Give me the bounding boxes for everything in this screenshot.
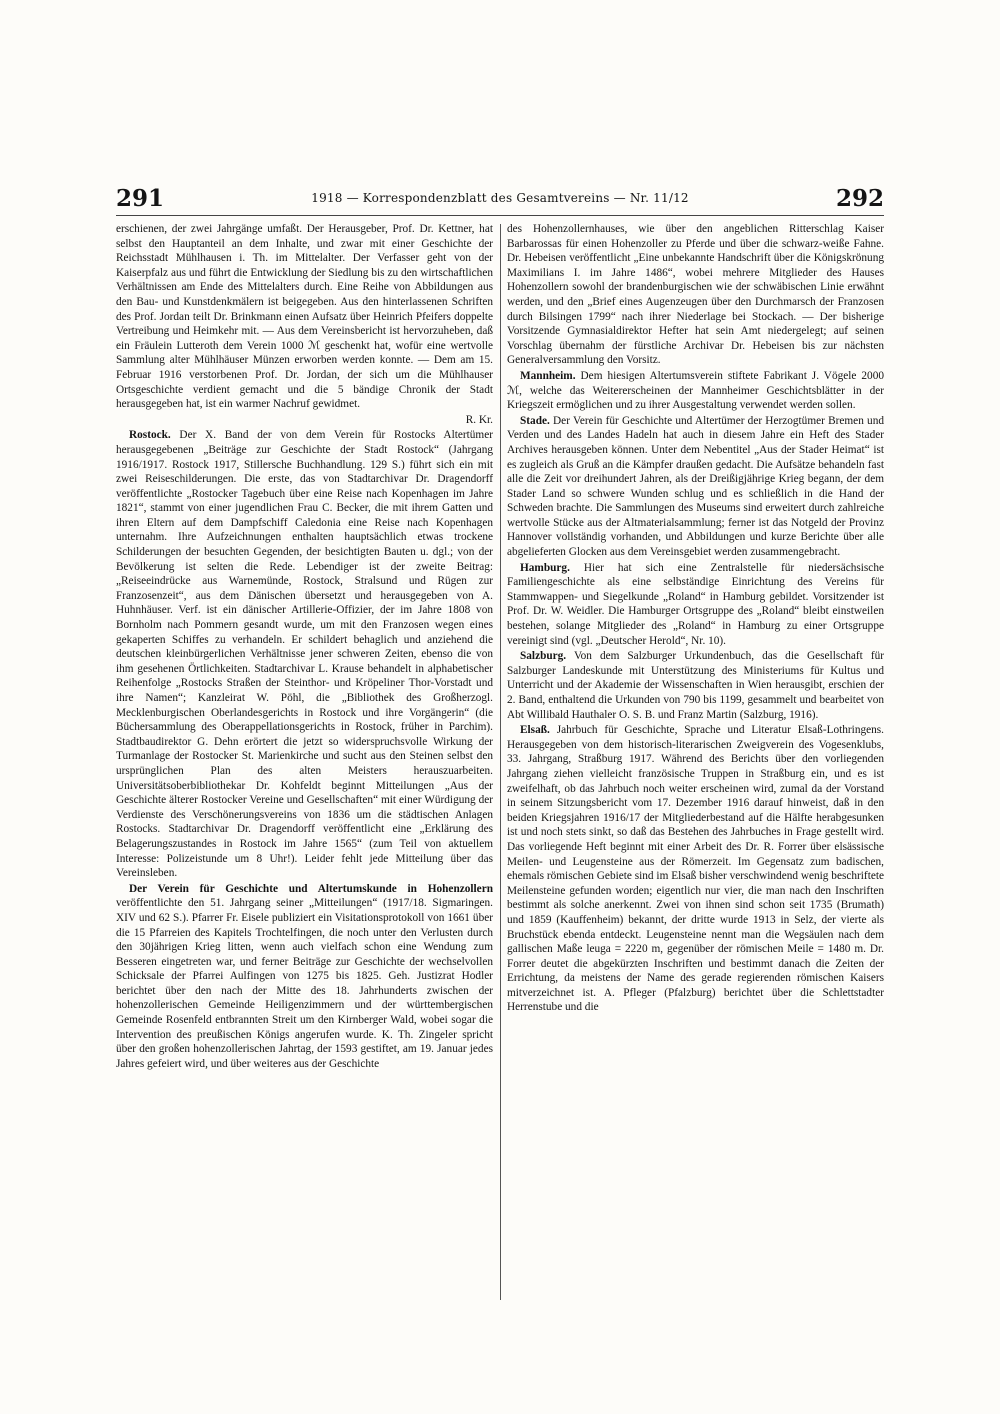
column-divider [500,224,501,1300]
paragraph [116,222,493,412]
paragraph-hamburg [507,561,884,649]
text-columns [116,222,884,1312]
paragraph [507,222,884,368]
header-rule [116,215,884,216]
left-column [116,222,493,1072]
paragraph-text: des Hohenzollernhauses, wie über den angeblichen Ritterschlag Kaiser Barbarossas für einen Hohenzoller zu Pferde und über die schwarz-weiße Fahne. Dr. Hebeisen veröffentlicht „Eine unbekannte Handschrift über die Königskrönung Maximilians I. im Jahre 1486“, wobei mehrere Mitglieder des Hauses Hohenzollern sowohl der brandenburgischen wie der schwäbischen Linie erwähnt werden, und den „Brief eines Augenzeugen über den Durchmarsch der Franzosen durch Bilsingen 1799“ nach ihrer Niederlage bei Stockach. — Der bisherige Vorsitzende Gymnasialdirektor Hefter hat sein Amt niedergelegt; auf seinen Vorschlag übernahm der fürstliche Archivar Dr. Hebeisen bis zur nächsten Generalversammlung den Vorsitz. [507,223,884,367]
paragraph-text: veröffentlichte den 51. Jahrgang seiner „Mitteilungen“ (1917/18. Sigmaringen. XIV und 62 S.). Pfarrer Fr. Eisele publiziert ein Visitationsprotokoll von 1661 über die 15 Pfarreien des Kapitels Trochtelfingen, die noch unter den Verlusten durch den 30jährigen Krieg litten, wenn auch vielfach schon eine Wendung zum Besseren eingetreten war, und ferner Beiträge zur Geschichte der wechselvollen Schicksale der Pfarrei Aulfingen von 1275 bis 1825. Geh. Justizrat Hodler berichtet über den nach der Mitte des 18. Jahrhunderts zwischen der hohenzollerischen Gemeinde Heiligenzimmern und der württembergischen Gemeinde Rosenfeld entbrannten Streit um den Kirnberger Wald, wobei sogar die Intervention des preußischen Königs angerufen wurde. K. Th. Zingeler spricht über den großen hohenzollerischen Jahrtag, der 1593 gestiftet, am 19. Januar jedes Jahres gefeiert wird, und über weiteres aus der Geschichte [116,897,493,1070]
paragraph-elsass [507,723,884,1015]
paragraph-salzburg [507,649,884,722]
paragraph-text: Der Verein für Geschichte und Altertümer der Herzogtümer Bremen und Verden und des Landes Hadeln hat auch in diesem Jahre ein Heft des Stader Archives herausgeben können. Unter dem Nebentitel „Aus der Stader Heimat“ ist es zugleich als Gruß an die Kämpfer draußen gedacht. Die Aufsätze behandeln fast alle die Zeit vor dreihundert Jahren, als der Dreißigjährige Krieg begann, der dem Stader Land so schwere Wunden schlug und es schließlich in die Hand der Schweden brachte. Die Sammlungen des Museums sind erweitert durch zahlreiche wertvolle Stücke aus der Altmaterialsammlung; ferner ist das Notgeld der Provinz Hannover vollständig vorhanden, und Abbildungen und kurze Berichte über alle abgelieferten Glocken aus dem Vereinsgebiet werden zusammengebracht. [507,414,884,559]
page-number-right: 292 [835,185,884,212]
paragraph-text: Dem hiesigen Altertumsverein stiftete Fabrikant J. Vögele 2000 ℳ, welche das Weitererscheinen der Mannheimer Geschichtsblätter in der Kriegszeit ermöglichen und zu ihrer Ausgestaltung verwendet werden sollen. [507,369,884,412]
paragraph-text: Der X. Band der von dem Verein für Rostocks Altertümer herausgegebenen „Beiträge zur Geschichte der Stadt Rostock“ (Jahrgang 1916/1917. Rostock 1917, Stillersche Buchhandlung. 129 S.) führt sich ein mit zwei Reiseschilderungen. Die erste, das von Stadtarchivar Dr. Dragendorff veröffentlichte „Rostocker Tagebuch über eine Reise nach Kopenhagen im Jahre 1821“, stammt von einer jugendlichen Frau C. Becker, die mit ihrem Gatten und ihren Eltern auf dem Dampfschiff Caledonia eine Reise nach Kopenhagen unternahm. Ihre Aufzeichnungen enthalten hauptsächlich etwas trockene Schilderungen der besuchten Gegenden, der besichtigten Bauten u. dgl.; von der Bevölkerung ist selten die Rede. Lebendiger ist der zweite Beitrag: „Reiseeindrücke aus Warnemünde, Rostock, Stralsund und Rügen zur Franzosenzeit“, aus dem Dänischen übersetzt und herausgegeben von A. Huhnhäuser. Verf. ist ein dänischer Artillerie-Offizier, der im Jahre 1808 von Bornholm nach Pommern gesandt wurde, um mit den Franzosen wegen eines gekaperten Schiffes zu verhandeln. Er schildert behaglich und anziehend die deutschen kleinbürgerlichen Verhältnisse jener schweren Zeiten, ebenso die von ihm gesehenen Örtlichkeiten. Stadtarchivar L. Krause behandelt in alphabetischer Reihenfolge „Rostocks Straßen der Steinthor- und Kröpeliner Thor-Vorstadt und ihre Namen“; Kanzleirat W. Pöhl, die „Bibliothek des Großherzogl. Mecklenburgischen Oberlandesgerichts in Rostock und ihre Vorgängerin“ (die Büchersammlung des Oberappellationsgerichts in Rostock, früher in Parchim). Stadtbaudirektor G. Dehn erörtert die jetzt so widerspruchsvolle Wirkung der Turmanlage der Rostocker St. Marienkirche und sucht aus den Steinen selbst den ursprünglichen Plan des alten Meisters herauszuarbeiten. Universitätsoberbibliothekar Dr. Kohfeldt beginnt Mitteilungen „Aus der Geschichte älterer Rostocker Vereine und Gesellschaften“ mit einer Würdigung der Verdienste des Verschönerungsvereins von 1836 um die städtischen Anlagen Rostocks. Stadtarchivar Dr. Dragendorff veröffentlicht eine „Erklärung des Belagerungszustandes in Rostock im Jahre 1565“ (zum Teil von aktuellem Interesse: Polizeistunde um 8 Uhr!). Leider fehlt jede Mitteilung über das Vereinsleben. [116,429,493,880]
paragraph-rostock [116,428,493,880]
right-column [507,222,884,1016]
paragraph-text: erschienen, der zwei Jahrgänge umfaßt. Der Herausgeber, Prof. Dr. Kettner, hat selbst den Hauptanteil an dem Inhalte, und zwar mit einer Geschichte der Reichsstadt Mühlhausen i. Th. im Mittelalter. Der Verfasser geht von der Kaiserpfalz aus und führt die Entwicklung der Siedlung bis zu den wirtschaftlichen Verhältnissen am Ende des Mittelalters durch. Eine Reihe von Abbildungen aus den Bau- und Kunstdenkmälern ist beigegeben. Aus den hinterlassenen Schriften des Prof. Jordan teilt Dr. Brinkmann einen Aufsatz über Heinrich Pfeifers doppelte Vertreibung und Heimkehr mit. — Aus dem Vereinsbericht ist hervorzuheben, daß ein Fräulein Lutteroth dem Verein 1000 ℳ geschenkt hat, wofür eine wertvolle Sammlung alter Mühlhäuser Münzen erworben werden konnte. — Dem am 15. Februar 1916 verstorbenen Prof. Dr. Jordan, der sich um die Mühlhauser Ortsgeschichte verdient gemacht und die 5 bändige Chronik der Stadt herausgegeben hat, ist ein warmer Nachruf gewidmet. [116,223,493,411]
section-heading: Der Verein für Geschichte und Altertumskunde in Hohenzollern [129,882,493,895]
paragraph-text: Jahrbuch für Geschichte, Sprache und Literatur Elsaß-Lothringens. Herausgegeben von dem historisch-literarischen Zweigverein des Vogesenklubs, 33. Jahrgang, Straßburg 1917. Während des Berichts über den vorliegenden Jahrgang ziehen vielleicht französische Truppen in Straßburg ein, und es ist zweifelhaft, ob das Jahrbuch noch weiter erscheinen wird, zumal da der Vorstand in seinem Sitzungsbericht vom 17. Dezember 1916 darauf hinweist, daß in den beiden Kriegsjahren 1916/17 der Mitgliederbestand auf die Hälfte herabgesunken ist und noch stets sinkt, so daß das Bestehen des Jahrbuches in Frage gestellt wird. Das vorliegende Heft beginnt mit einer Arbeit des Dr. R. Forrer über elsässische Meilen- und Leugensteine aus der Römerzeit. Im Gegensatz zum badischen, ehemals römischen Gebiete sind im Elsaß bisher verschwindend wenig beschriftete Meilensteine gefunden worden; eigentlich nur vier, die man nach den Inschriften bestimmt als solche anerkennt. Zwei von ihnen sind schon seit 1735 (Brumath) und 1859 (Kauffenheim) bekannt, der dritte wurde 1913 in Selz, der vierte als Bruchstück ebenda entdeckt. Leugensteine nennt man die Wegsäulen nach dem gallischen Maße leuga = 2220 m, gegenüber der römischen Meile = 1480 m. Dr. Forrer deutet die abgekürzten Inschriften und bestimmt danach die Zeiten der Errichtung, da meistens der Name des gerade regierenden römischen Kaisers mitverzeichnet ist. A. Pfleger (Pfalzburg) berichtet über die Schlettstadter Herrenstube und die [507,724,884,1014]
paragraph-mannheim [507,369,884,413]
page-header [116,185,884,219]
section-heading: Salzburg. [520,650,567,663]
paragraph-text: Hier hat sich eine Zentralstelle für niedersächsische Familiengeschichte als eine selbständige Einrichtung des Vereins für Stammwappen- und Siegelkunde „Roland“ in Hamburg gebildet. Vorsitzender ist Prof. Dr. W. Weidler. Die Hamburger Ortsgruppe des „Roland“ bleibt einstweilen bestehen, solange Mitglieder des „Roland“ in Hamburg zu einer Ortsgruppe vereinigt sind (vgl. „Deutscher Herold“, Nr. 10). [507,561,884,647]
paragraph-hohenzollern [116,882,493,1072]
paragraph-stade [507,414,884,560]
page-number-left: 291 [116,185,165,212]
section-heading: Mannheim. [520,369,576,382]
running-title: 1918 — Korrespondenzblatt des Gesamtvereins — Nr. 11/12 [311,191,689,205]
paragraph-text: Von dem Salzburger Urkundenbuch, das die Gesellschaft für Salzburger Landeskunde mit Unterstützung des Ministeriums für Kultus und Unterricht und der Akademie der Wissenschaften in Wien herausgibt, erschien der 2. Band, enthaltend die Urkunden von 790 bis 1199, gesammelt und bearbeitet von Abt Willibald Hauthaler O. S. B. und Franz Martin (Salzburg, 1916). [507,650,884,721]
section-heading: Hamburg. [520,561,570,574]
section-heading: Stade. [520,414,550,427]
section-heading: Rostock. [129,429,171,442]
section-heading: Elsaß. [520,724,550,737]
author-signature: R. Kr. [465,413,493,426]
